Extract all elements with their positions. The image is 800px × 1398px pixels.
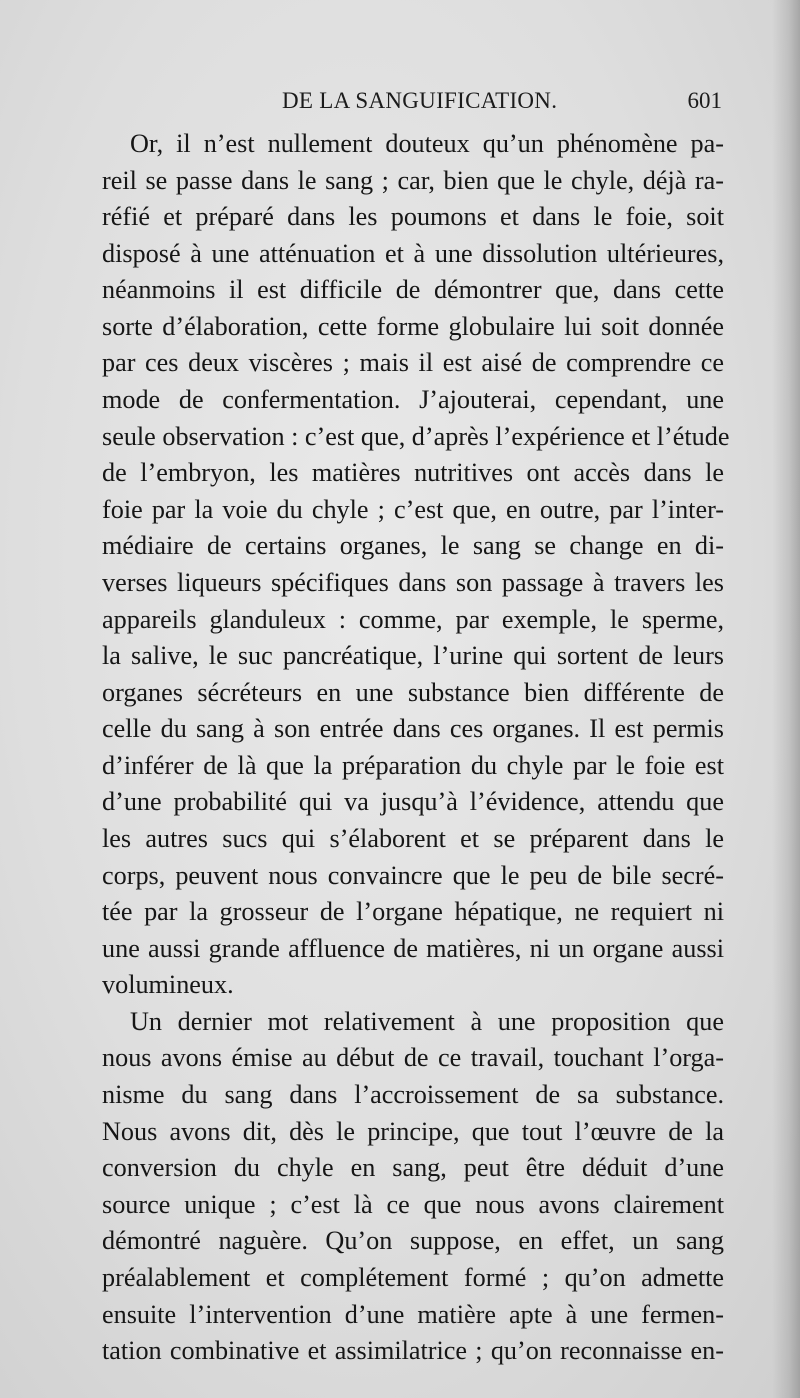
- text-line: foie par la voie du chyle ; c’est que, en outre, par l’inter-: [102, 494, 724, 524]
- text-line: d’inférer de là que la préparation du chyle par le foie est: [102, 750, 724, 780]
- text-line: verses liqueurs spécifiques dans son passage à travers les: [102, 567, 724, 597]
- text-line: appareils glanduleux : comme, par exemple, le sperme,: [102, 604, 724, 634]
- running-title: DE LA SANGUIFICATION.: [282, 88, 558, 113]
- text-line: les autres sucs qui s’élaborent et se préparent dans le: [102, 823, 724, 853]
- text-line: corps, peuvent nous convaincre que le peu de bile secré-: [102, 860, 724, 890]
- text-line: par ces deux viscères ; mais il est aisé de comprendre ce: [102, 348, 724, 378]
- text-line: démontré naguère. Qu’on suppose, en effet, un sang: [102, 1226, 724, 1256]
- page-number: 601: [687, 88, 722, 113]
- text-line: celle du sang à son entrée dans ces organes. Il est permis: [102, 714, 724, 744]
- text-line: mode de confermentation. J’ajouterai, cependant, une: [102, 385, 724, 415]
- text-line: Nous avons dit, dès le principe, que tout l’œuvre de la: [102, 1116, 724, 1146]
- text-line: reil se passe dans le sang ; car, bien que le chyle, déjà ra-: [102, 165, 724, 195]
- text-line: médiaire de certains organes, le sang se change en di-: [102, 531, 724, 561]
- text-line: seule observation : c’est que, d’après l’expérience et l’étude: [102, 421, 730, 451]
- text-line: nous avons émise au début de ce travail, touchant l’orga-: [102, 1043, 724, 1073]
- text-line: une aussi grande affluence de matières, ni un organe aussi: [102, 933, 724, 963]
- text-line: tée par la grosseur de l’organe hépatique, ne requiert ni: [102, 897, 724, 927]
- body-text: [102, 126, 730, 1370]
- text-line: nisme du sang dans l’accroissement de sa substance.: [102, 1080, 724, 1110]
- text-line: Or, il n’est nullement douteux qu’un phénomène pa-: [130, 129, 724, 158]
- text-line: volumineux.: [102, 970, 234, 1000]
- page-spine-shadow: [772, 0, 800, 1398]
- text-line: de l’embryon, les matières nutritives ont accès dans le: [102, 458, 724, 488]
- text-line: préalablement et complétement formé ; qu’on admette: [102, 1262, 724, 1292]
- text-line: d’une probabilité qui va jusqu’à l’évidence, attendu que: [102, 787, 724, 817]
- text-line: conversion du chyle en sang, peut être déduit d’une: [102, 1153, 724, 1183]
- text-line: la salive, le suc pancréatique, l’urine qui sortent de leurs: [102, 641, 724, 671]
- text-line: disposé à une atténuation et à une dissolution ultérieures,: [102, 238, 724, 268]
- text-line: sorte d’élaboration, cette forme globulaire lui soit donnée: [102, 311, 724, 341]
- text-line: néanmoins il est difficile de démontrer que, dans cette: [102, 275, 724, 305]
- page-header: [102, 84, 722, 118]
- text-line: organes sécréteurs en une substance bien différente de: [102, 677, 724, 707]
- text-line: réfié et préparé dans les poumons et dans le foie, soit: [102, 202, 724, 232]
- text-line: tation combinative et assimilatrice ; qu’on reconnaisse en-: [102, 1336, 724, 1366]
- text-line: ensuite l’intervention d’une matière apte à une fermen-: [102, 1299, 724, 1329]
- text-line: source unique ; c’est là ce que nous avons clairement: [102, 1189, 724, 1219]
- text-line: Un dernier mot relativement à une proposition que: [130, 1006, 724, 1036]
